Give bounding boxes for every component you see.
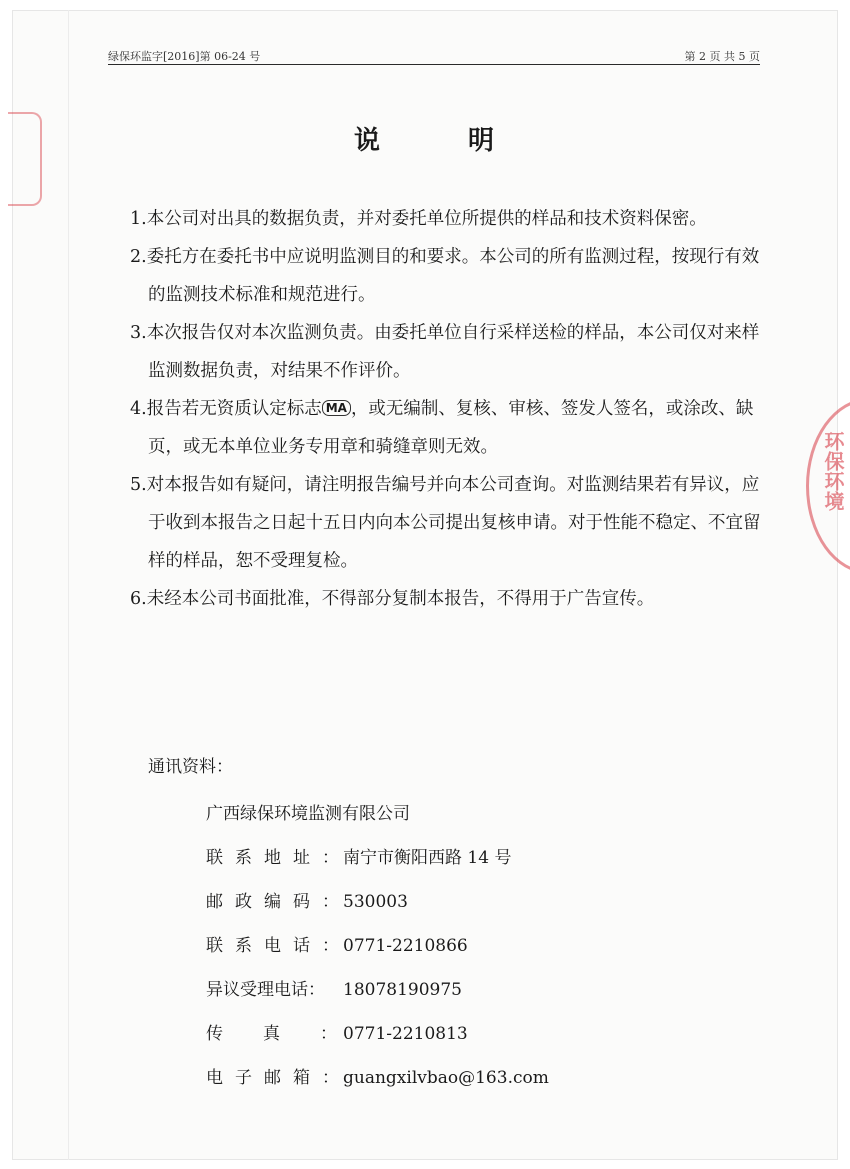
company-name: 广西绿保环境监测有限公司: [206, 804, 410, 824]
page-title: [0, 120, 850, 157]
report-reference: 绿保环监字[2016]第 06-24 号: [108, 50, 261, 63]
contact-row-postcode: 邮政编码：530003: [206, 892, 408, 912]
note-item-2: 2.委托方在委托书中应说明监测目的和要求。本公司的所有监测过程，按现行有效的监测技术标准和规范进行。: [130, 247, 760, 305]
notes-list: [130, 200, 770, 618]
contact-heading: 通讯资料：: [148, 757, 233, 777]
note-item-5: 5.对本报告如有疑问，请注明报告编号并向本公司查询。对监测结果若有异议，应于收到本报告之日起十五日内向本公司提出复核申请。对于性能不稳定、不宜留样的样品，恕不受理复检。: [130, 475, 761, 571]
note-item-1: 1.本公司对出具的数据负责，并对委托单位所提供的样品和技术资料保密。: [130, 209, 707, 229]
note-item-6: 6.未经本公司书面批准，不得部分复制本报告，不得用于广告宣传。: [130, 589, 655, 609]
title-char-1: 说: [353, 126, 382, 156]
contact-row-address: 联系地址：南宁市衡阳西路 14 号: [206, 848, 512, 868]
contact-row-fax: 传真：0771-2210813: [206, 1024, 468, 1044]
binding-margin-line: [68, 10, 69, 1160]
contact-row-email: 电子邮箱：guangxilvbao@163.com: [206, 1068, 549, 1088]
title-char-2: 明: [468, 126, 497, 156]
page-header: [108, 46, 760, 65]
contact-info: [206, 792, 549, 1100]
company-seal-stamp: 环保环境: [806, 398, 850, 574]
contact-row-dispute-phone: 异议受理电话： 18078190975: [206, 980, 462, 1000]
page-number: 第 2 页 共 5 页: [684, 50, 760, 63]
ma-certification-icon: MA: [322, 400, 351, 416]
note-item-4: 4.报告若无资质认定标志 MA ，或无编制、复核、审核、签发人签名，或涂改、缺页，或无本单位业务专用章和骑缝章则无效。: [130, 399, 754, 457]
contact-row-phone: 联系电话：0771-2210866: [206, 936, 468, 956]
note-item-3: 3.本次报告仅对本次监测负责。由委托单位自行采样送检的样品，本公司仅对来样监测数据负责，对结果不作评价。: [130, 323, 760, 381]
